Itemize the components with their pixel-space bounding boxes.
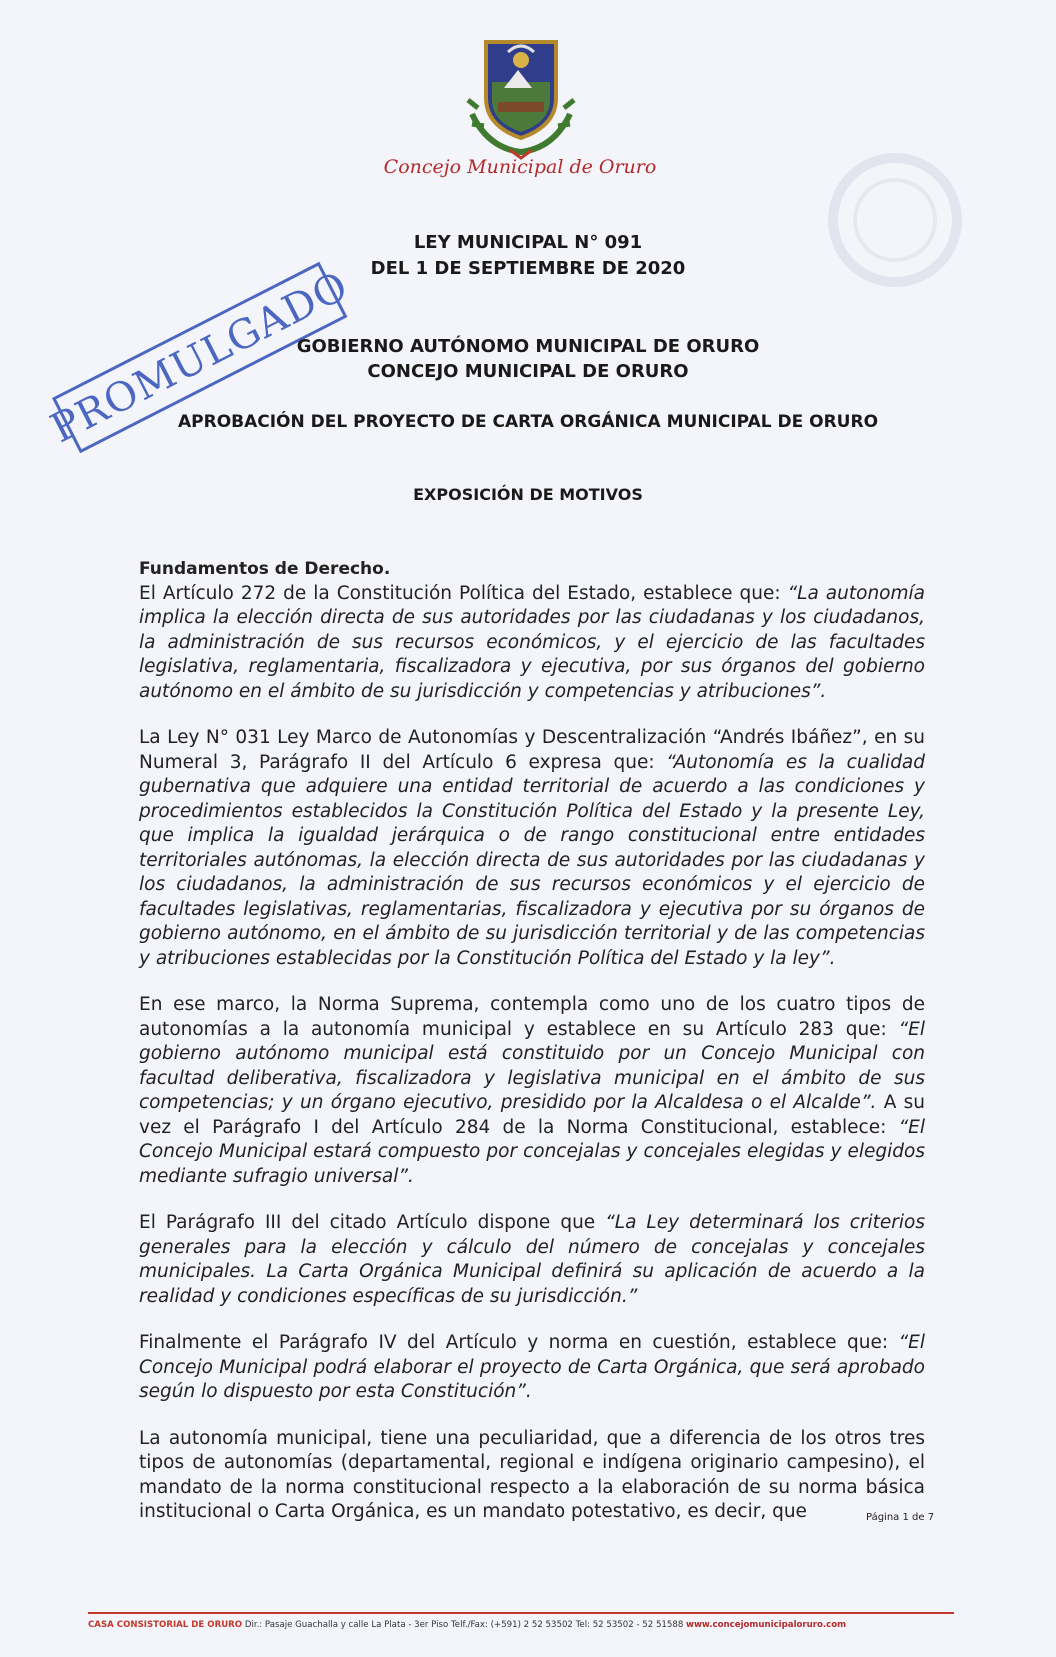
paragraph-1-quote: “La autonomía implica la elección directa de sus autoridades por las ciudadanas y los ciudadanos, la administración de sus recursos económicos, y el ejercicio de las facultades legislativa, reglamentaria, fiscalizadora y ejecutiva, por sus órganos del gobierno autónomo en el ámbito de su jurisdicción y competencias y atribuciones”. [139, 582, 925, 702]
paragraph-3-intro: En ese marco, la Norma Suprema, contempla como uno de los cuatro tipos de autonomías a la autonomía municipal y establece en su Artículo 283 que: [139, 994, 925, 1040]
council-name: CONCEJO MUNICIPAL DE ORURO [367, 361, 689, 382]
paragraph-4-intro: El Parágrafo III del citado Artículo dispone que [139, 1212, 606, 1233]
document-body [139, 557, 925, 1547]
paragraph-3-quote-1: “El gobierno autónomo municipal está constituido por un Concejo Municipal con facultad deliberativa, fiscalizadora y legislativa municipal en el ámbito de sus competencias; y un órgano ejecutivo, presidido por la Alcaldesa o el Alcalde”. [139, 1018, 925, 1113]
paragraph-3 [139, 993, 925, 1189]
paragraph-5 [139, 1331, 925, 1405]
footer-org: CASA CONSISTORIAL DE ORURO [88, 1620, 243, 1630]
paragraph-5-quote: “El Concejo Municipal podrá elaborar el proyecto de Carta Orgánica, que será aprobado según lo dispuesto por esta Constitución”. [139, 1332, 925, 1402]
paragraph-4 [139, 1211, 925, 1309]
paragraph-6-text: La autonomía municipal, tiene una peculiaridad, que a diferencia de los otros tres tipos de autonomías (departamental, regional e indígena originario campesino), el mandato de la norma constitucional respecto a la elaboración de su norma básica institucional o Carta Orgánica, es un mandato potestativo, es decir, que [139, 1427, 925, 1522]
paragraph-3-mid: A su vez el Parágrafo I del Artículo 284 de la Norma Constitucional, establece: [139, 1092, 926, 1138]
paragraph-2-quote: “Autonomía es la cualidad gubernativa que adquiere una entidad territorial de acuerdo a las condiciones y procedimientos establecidos la Constitución Política del Estado y la presente Ley, que implica la igualdad jerárquica o de rango constitucional entre entidades territoriales autónomas, la elección directa de sus autoridades por las ciudadanas y los ciudadanos, la administración de sus recursos económicos y el ejercicio de facultades legislativas, reglamentarias, fiscalizadora y ejecutiva por su órganos de gobierno autónomo, en el ámbito de su jurisdicción territorial y de las competencias y atribuciones establecidas por la Constitución Política del Estado y la ley”. [139, 751, 926, 969]
coat-of-arms-icon [458, 30, 584, 160]
council-script-title: Concejo Municipal de Oruro [383, 156, 657, 178]
law-number: LEY MUNICIPAL N° 091 [413, 232, 643, 253]
footer-address: Dir.: Pasaje Guachalla y calle La Plata - 3er Piso Telf./Fax: (+591) 2 52 53502 Tel: 52 53502 - 52 51588 [242, 1620, 687, 1630]
paragraph-2-intro: La Ley N° 031 Ley Marco de Autonomías y Descentralización “Andrés Ibáñez”, en su Numeral 3, Parágrafo II del Artículo 6 expresa que: [139, 727, 925, 773]
law-subject: APROBACIÓN DEL PROYECTO DE CARTA ORGÁNICA MUNICIPAL DE ORURO [177, 412, 879, 432]
paragraph-3-quote-2: “El Concejo Municipal estará compuesto por concejalas y concejales elegidas y elegidos mediante sufragio universal”. [139, 1116, 925, 1187]
paragraph-6 [139, 1427, 925, 1525]
paragraph-2 [139, 726, 925, 971]
footer-divider [88, 1612, 954, 1614]
subheading: Fundamentos de Derecho. [139, 559, 391, 579]
footer-website-link[interactable]: www.concejomunicipaloruro.com [686, 1620, 847, 1630]
promulgado-stamp: PROMULGADO [43, 262, 356, 453]
paragraph-1 [139, 557, 925, 704]
government-name: GOBIERNO AUTÓNOMO MUNICIPAL DE ORURO [296, 336, 760, 357]
law-date: DEL 1 DE SEPTIEMBRE DE 2020 [370, 258, 686, 279]
paragraph-4-quote: “La Ley determinará los criterios generales para la elección y cálculo del número de concejalas y concejales municipales. La Carta Orgánica Municipal definirá su aplicación de acuerdo a la realidad y condiciones específicas de su jurisdicción.” [139, 1212, 925, 1307]
paragraph-1-intro: El Artículo 272 de la Constitución Política del Estado, establece que: [139, 582, 788, 604]
section-title: EXPOSICIÓN DE MOTIVOS [413, 485, 643, 504]
paragraph-5-intro: Finalmente el Parágrafo IV del Artículo y norma en cuestión, establece que: [139, 1332, 899, 1353]
page-number: Página 1 de 7 [866, 1512, 935, 1523]
footer [88, 1620, 954, 1630]
